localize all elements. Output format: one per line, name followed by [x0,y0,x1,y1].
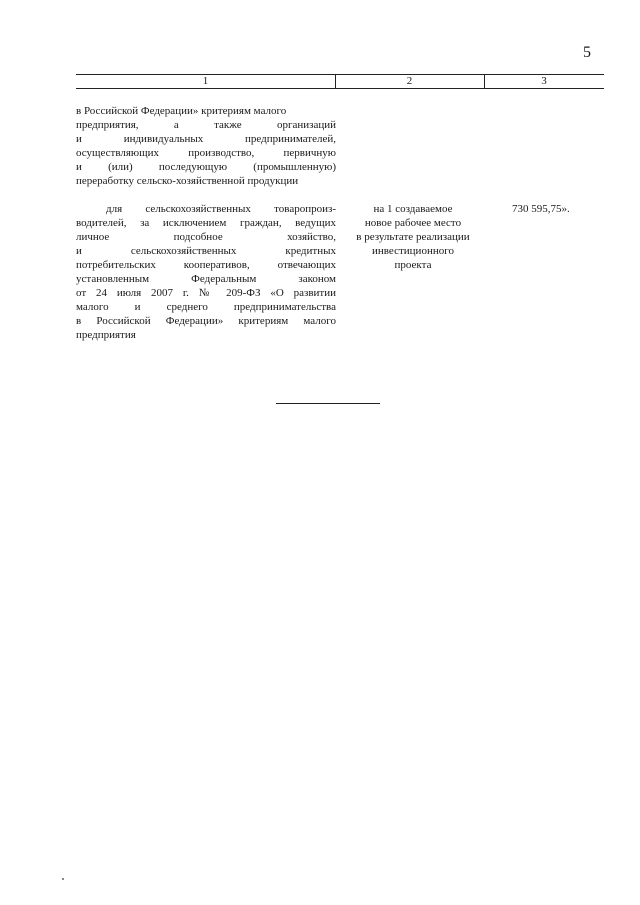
row-2-unit-line: в результате реализации [356,231,470,243]
row-2-line: установленным Федеральным законом [76,273,336,285]
table-header [76,74,604,90]
row-2-line: потребительских кооперативов, отвечающих [76,259,336,271]
row-2-line: предприятия [76,329,136,341]
row-2-line: личное подсобное хозяйство, [76,231,336,243]
end-of-document-rule [276,403,380,404]
row-1-description [76,104,336,188]
row-2-line: для сельскохозяйственных товаропроиз- [106,203,336,215]
row-2-unit [343,202,483,272]
page-number: 5 [583,44,591,61]
row-2-unit-line: на 1 создаваемое [373,203,453,215]
row-2-value: 730 595,75». [512,203,570,215]
column-header-3: 3 [541,75,547,87]
row-1-line: и индивидуальных предпринимателей, [76,133,336,145]
row-1-line: предприятия, а также организаций [76,119,336,131]
row-2-unit-line: инвестиционного [372,245,454,257]
row-2-line: и сельскохозяйственных кредитных [76,245,336,257]
scan-speck [62,878,64,880]
row-2-unit-line: проекта [394,259,432,271]
row-1-line: переработку сельско-хозяйственной продукции [76,175,299,187]
column-header-1: 1 [202,75,209,87]
row-2-description [76,202,336,342]
row-2-line: водителей, за исключением граждан, ведущих [76,217,336,229]
row-1-line: и (или) последующую (промышленную) [76,161,336,173]
row-1-line: в Российской Федерации» критериям малого [76,105,287,117]
row-1-line: осуществляющих производство, первичную [76,147,336,159]
row-2-line: малого и среднего предпринимательства [76,301,336,313]
row-2-line: в Российской Федерации» критериям малого [76,315,336,327]
column-header-2: 2 [406,75,413,87]
row-2-line: от 24 июля 2007 г. № 209-ФЗ «О развитии [76,287,336,299]
row-2-unit-line: новое рабочее место [364,217,462,229]
